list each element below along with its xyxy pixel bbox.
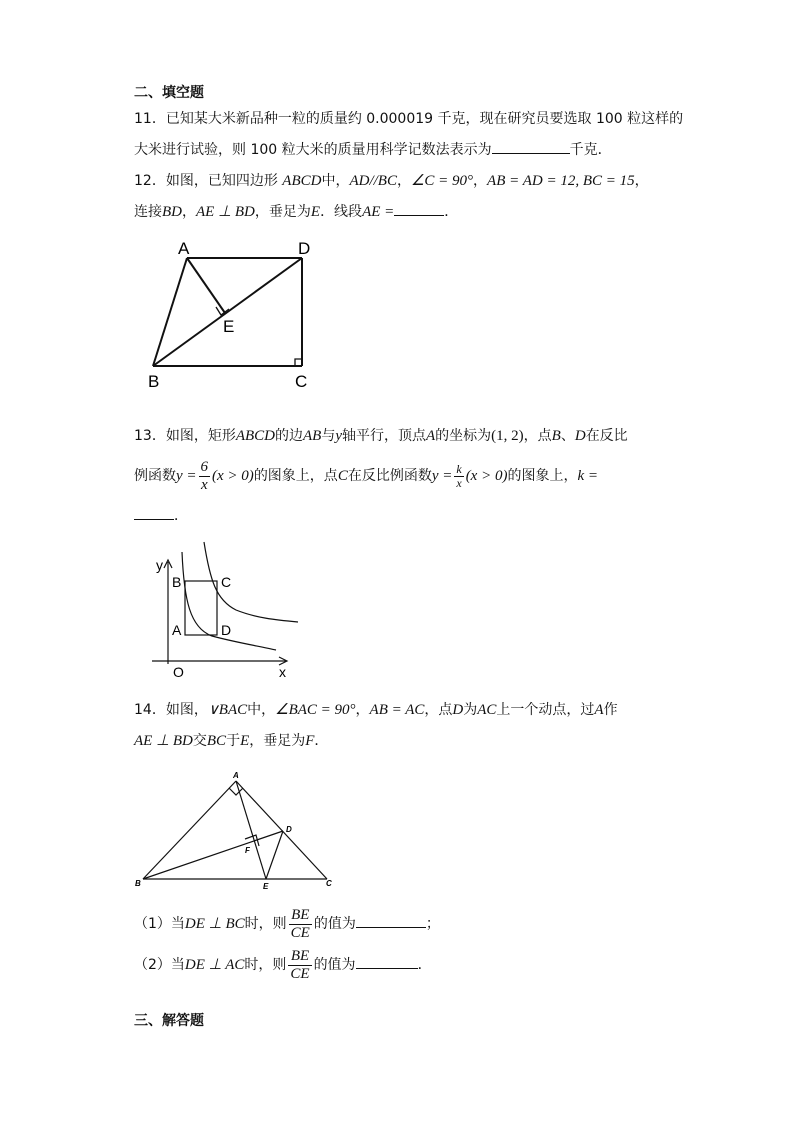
q14-text: 时，则	[244, 957, 287, 973]
q14-label-c: C	[326, 879, 332, 888]
q12-text: ．	[444, 204, 459, 220]
q12-text: 12．如图，已知四边形	[134, 173, 278, 189]
q14-triangle-figure	[130, 768, 340, 893]
q13-text: 轴平行，顶点	[342, 428, 426, 444]
q13-origin: O	[173, 664, 184, 680]
q12-bd: BD	[162, 204, 182, 220]
q12-equation: AB = AD = 12, BC = 15	[487, 173, 635, 189]
q13-text: 在反比	[585, 428, 628, 444]
q12-text: ，垂足为	[254, 204, 311, 220]
q12-text: ，	[634, 173, 649, 189]
q14-text: ，	[355, 702, 370, 718]
q14-a: A	[594, 702, 604, 718]
q13-fraction-k-over-x	[454, 463, 463, 490]
q14-label-a: A	[233, 771, 239, 780]
q14-text: ，点	[424, 702, 453, 718]
q12-label-b: B	[148, 372, 160, 391]
q14-d: D	[452, 702, 464, 718]
q12-e: E	[310, 204, 321, 220]
q12-answer-blank[interactable]	[394, 202, 444, 216]
q13-abcd: ABCD	[235, 428, 275, 444]
q14-p1-den: CE	[290, 924, 310, 941]
q13-ab: AB	[303, 428, 322, 444]
q13-text: ，点	[523, 428, 552, 444]
q13-c: C	[337, 468, 348, 484]
q13-line3	[134, 506, 188, 526]
q13-y-eq: y =	[176, 468, 197, 484]
q13-line2	[134, 457, 598, 495]
q12-parallel: AD//BC	[349, 173, 397, 189]
q14-eq: AB = AC	[369, 702, 425, 718]
q14-text: 为	[463, 702, 478, 718]
q13-text: 例函数	[134, 468, 176, 484]
q14-p1-cond: DE ⊥ BC	[184, 916, 245, 932]
q13-frac2-den: x	[456, 475, 462, 490]
q13-d: D	[574, 428, 586, 444]
q14-text: ，垂足为	[249, 733, 306, 749]
q12-angle: ∠C = 90°	[410, 173, 474, 189]
q13-label-c: C	[221, 574, 232, 590]
q13-line1	[134, 426, 628, 446]
q13-text: 与	[321, 428, 336, 444]
q14-text: 于	[226, 733, 241, 749]
q12-text: ，	[182, 204, 196, 220]
q14-text: 的值为	[313, 916, 356, 932]
q14-text: 的值为	[313, 957, 356, 973]
q14-text: 时，则	[244, 916, 287, 932]
q13-b: B	[551, 428, 561, 444]
q12-label-e: E	[223, 317, 235, 336]
q13-cond1: (x > 0)	[212, 468, 254, 484]
q12-label-d: D	[298, 239, 311, 258]
q11-line2	[134, 140, 612, 160]
q13-text: 13．如图，矩形	[134, 428, 236, 444]
q11-answer-blank[interactable]	[492, 140, 570, 154]
q12-line1	[134, 171, 649, 191]
q14-text: ；	[425, 916, 440, 932]
q14-ac: AC	[477, 702, 497, 718]
q12-text: ．线段	[320, 204, 363, 220]
q13-cond2: (x > 0)	[465, 468, 508, 484]
q13-fraction-6-over-x	[199, 459, 211, 494]
q12-text: 连接	[134, 204, 162, 220]
q13-y-eq2: y =	[431, 468, 453, 484]
q14-p2-num: BE	[290, 947, 310, 964]
q14-label-b: B	[135, 879, 141, 888]
q14-text: 交	[192, 733, 207, 749]
q13-a: A	[426, 428, 436, 444]
q14-p2-den: CE	[290, 965, 310, 982]
q14-perp: AE ⊥ BD	[134, 733, 193, 749]
q13-text: 的图象上，	[507, 468, 578, 484]
q14-text: 上一个动点，过	[496, 702, 595, 718]
q14-text: （2）当	[134, 957, 185, 973]
q13-text: ．	[174, 508, 188, 524]
q14-label-f: F	[245, 846, 250, 855]
q14-part2	[134, 945, 432, 985]
q14-line2	[134, 731, 328, 751]
q13-y: y	[335, 428, 342, 444]
q14-text: 14．如图，	[134, 702, 208, 718]
q13-answer-blank[interactable]	[134, 506, 174, 520]
q14-text: （1）当	[134, 916, 185, 932]
q14-text: 中，	[247, 702, 276, 718]
q14-e: E	[240, 733, 250, 749]
q12-text: 中，	[321, 173, 350, 189]
q13-text: 在反比例函数	[347, 468, 432, 484]
q11-line1: 11．已知某大米新品种一粒的质量约 0.000019 千克，现在研究员要选取 100 粒这样的	[134, 111, 684, 127]
q14-label-d: D	[286, 825, 292, 834]
q12-text: ，	[396, 173, 411, 189]
q14-p2-fraction	[288, 948, 311, 983]
q14-p2-answer-blank[interactable]	[356, 955, 418, 969]
q14-text: 作	[603, 702, 618, 718]
q13-frac1-num: 6	[200, 458, 209, 475]
q13-text: 的坐标为	[435, 428, 492, 444]
section-heading-fill-blank: 二、填空题	[134, 85, 204, 101]
q13-coordinate-figure	[146, 540, 302, 680]
q13-label-d: D	[221, 622, 232, 638]
q13-axis-x: x	[279, 664, 286, 680]
q13-frac2-num: k	[456, 461, 462, 476]
q14-p1-num: BE	[291, 906, 310, 923]
q13-frac1-den: x	[199, 476, 211, 494]
q14-part1	[134, 904, 440, 944]
q13-coord: (1, 2)	[491, 428, 524, 444]
q12-line2	[134, 202, 458, 222]
q13-label-b: B	[172, 574, 182, 590]
q14-text: ．	[417, 957, 432, 973]
q14-f: F	[305, 733, 315, 749]
q14-angle: ∠BAC = 90°	[275, 702, 356, 718]
q12-abcd: ABCD	[282, 173, 322, 189]
q14-p1-answer-blank[interactable]	[356, 914, 426, 928]
q14-p1-fraction	[289, 907, 312, 942]
q12-label-a: A	[178, 239, 190, 258]
q14-text: ．	[314, 733, 329, 749]
q13-k-eq: k =	[577, 468, 598, 484]
q14-triangle: ∨BAC	[207, 702, 248, 718]
q14-p2-cond: DE ⊥ AC	[184, 957, 245, 973]
section-heading-solve: 三、解答题	[134, 1013, 204, 1029]
q14-label-e: E	[263, 882, 269, 891]
q11-unit: 千克．	[569, 142, 612, 158]
q12-ae: AE =	[362, 204, 395, 220]
q12-quadrilateral-figure	[140, 236, 320, 394]
q11-text: 大米进行试验，则 100 粒大米的质量用科学记数法表示为	[134, 142, 492, 158]
q13-axis-y: y	[156, 557, 163, 573]
q13-text: 的边	[275, 428, 303, 444]
q12-text: ，	[473, 173, 488, 189]
q14-line1	[134, 700, 618, 720]
q14-bc: BC	[206, 733, 227, 749]
q12-perp: AE ⊥ BD	[196, 204, 255, 220]
q13-text: 、	[560, 428, 575, 444]
q13-text: 的图象上，点	[253, 468, 338, 484]
q12-label-c: C	[295, 372, 308, 391]
q13-label-a: A	[172, 622, 182, 638]
